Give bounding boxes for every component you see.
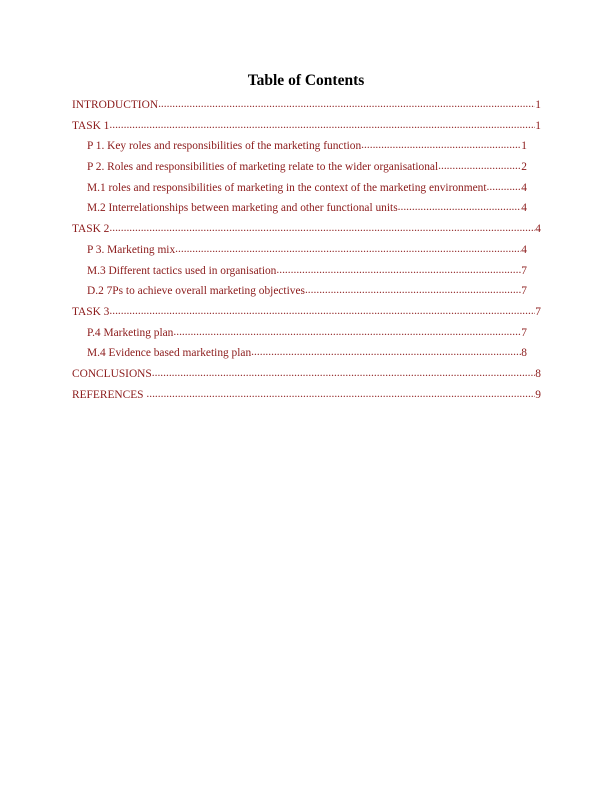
toc-dot-leader — [361, 137, 521, 153]
toc-entry-page: 7 — [521, 264, 527, 277]
toc-entry-page: 4 — [521, 243, 527, 256]
toc-entry-page: 4 — [535, 223, 541, 236]
toc-entry-label: INTRODUCTION — [72, 99, 159, 111]
toc-entry-d2[interactable] — [87, 283, 527, 304]
toc-dot-leader — [305, 282, 521, 298]
toc-dot-leader — [152, 365, 536, 381]
toc-dot-leader — [158, 96, 535, 112]
toc-dot-leader — [438, 158, 521, 174]
toc-list — [0, 97, 612, 407]
toc-entry-label: TASK 1 — [72, 119, 110, 132]
toc-dot-leader — [175, 241, 521, 257]
toc-entry-introduction[interactable] — [72, 97, 541, 118]
toc-entry-page: 8 — [535, 367, 541, 380]
toc-entry-label: P 3. Marketing mix — [87, 243, 176, 256]
toc-entry-m1[interactable] — [87, 180, 527, 201]
toc-entry-label: P 2. Roles and responsibilities of marketing relate to the wider organisational — [87, 161, 439, 174]
toc-entry-m2[interactable] — [87, 200, 527, 221]
toc-entry-conclusions[interactable] — [72, 366, 541, 387]
toc-entry-label: REFERENCES — [72, 388, 147, 401]
toc-dot-leader — [173, 324, 521, 340]
toc-dot-leader — [276, 262, 521, 278]
toc-entry-page: 4 — [521, 181, 527, 194]
toc-dot-leader — [251, 344, 521, 360]
toc-entry-label: P.4 Marketing plan — [87, 326, 174, 339]
toc-entry-page: 4 — [521, 202, 527, 215]
toc-entry-task-2[interactable] — [72, 221, 541, 242]
toc-entry-label: M.2 Interrelationships between marketing and other functional units — [87, 202, 398, 215]
toc-entry-page: 2 — [521, 161, 527, 174]
toc-entry-p1[interactable] — [87, 138, 527, 159]
toc-entry-label: CONCLUSIONS — [72, 367, 152, 380]
toc-entry-references[interactable] — [72, 387, 541, 408]
toc-entry-label: P 1. Key roles and responsibilities of the marketing function — [87, 140, 362, 153]
toc-dot-leader — [109, 220, 535, 236]
toc-dot-leader — [109, 303, 535, 319]
toc-entry-label: M.4 Evidence based marketing plan — [87, 347, 252, 360]
toc-entry-p2[interactable] — [87, 159, 527, 180]
toc-entry-page: 1 — [535, 99, 541, 111]
toc-entry-page: 7 — [535, 305, 541, 318]
toc-entry-label: TASK 3 — [72, 305, 110, 318]
toc-entry-m3[interactable] — [87, 263, 527, 284]
toc-entry-page: 1 — [535, 119, 541, 132]
toc-entry-label: TASK 2 — [72, 223, 110, 236]
toc-entry-label: M.1 roles and responsibilities of marketing in the context of the marketing environment — [87, 181, 487, 194]
toc-entry-page: 7 — [521, 326, 527, 339]
toc-dot-leader — [146, 386, 535, 402]
toc-entry-page: 1 — [521, 140, 527, 153]
toc-entry-p3[interactable] — [87, 242, 527, 263]
toc-entry-task-3[interactable] — [72, 304, 541, 325]
toc-entry-page: 7 — [521, 285, 527, 298]
toc-dot-leader — [109, 117, 535, 133]
toc-entry-page: 8 — [521, 347, 527, 360]
toc-entry-label: D.2 7Ps to achieve overall marketing objectives — [87, 285, 305, 298]
toc-dot-leader — [398, 199, 522, 215]
toc-entry-task-1[interactable] — [72, 118, 541, 139]
toc-entry-page: 9 — [535, 388, 541, 401]
toc-entry-label: M.3 Different tactics used in organisation — [87, 264, 277, 277]
toc-dot-leader — [487, 179, 522, 195]
toc-entry-m4[interactable] — [87, 345, 527, 366]
toc-entry-p4[interactable] — [87, 325, 527, 346]
toc-title: Table of Contents — [247, 72, 365, 89]
